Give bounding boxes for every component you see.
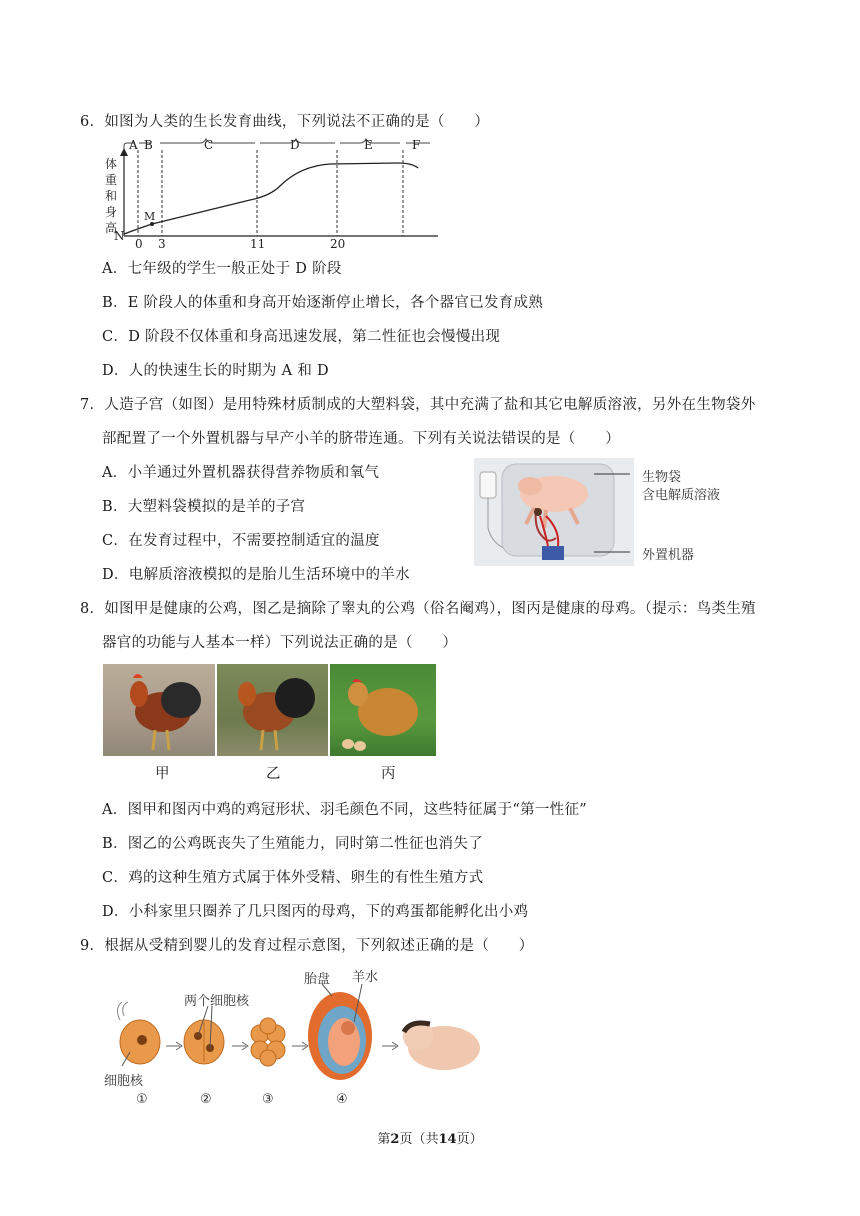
page-footer: 第2页（共14页） (377, 1132, 483, 1147)
rooster-photo-jia (103, 664, 215, 756)
artificial-womb-figure (474, 458, 744, 566)
q8-option-d: D．小科家里只圈养了几只图丙的母鸡，下的鸡蛋都能孵化出小鸡 (102, 904, 529, 920)
q9-stem: 9．根据从受精到婴儿的发育过程示意图，下列叙述正确的是（ ） (80, 938, 534, 954)
caption-yi: 乙 (266, 766, 281, 782)
step-3: ③ (262, 1092, 274, 1107)
q7-option-a: A．小羊通过外置机器获得营养物质和氧气 (102, 465, 380, 481)
stage-C: C (204, 138, 214, 152)
svg-text:高: 高 (105, 221, 118, 235)
q7-option-d: D．电解质溶液模拟的是胎儿生活环境中的羊水 (102, 567, 410, 583)
q8-option-b: B．图乙的公鸡既丧失了生殖能力，同时第二性征也消失了 (102, 836, 483, 852)
total-pages: 14 (438, 1132, 457, 1147)
step-1: ① (136, 1092, 148, 1107)
step-4: ④ (336, 1092, 348, 1107)
hen-photo-bing (330, 664, 436, 756)
step-2: ② (200, 1092, 212, 1107)
label-two-nuclei: 两个细胞核 (184, 994, 250, 1009)
svg-text:身: 身 (105, 205, 118, 219)
growth-curve-chart (100, 136, 445, 248)
label-placenta: 胎盘 (304, 972, 331, 987)
svg-text:重: 重 (105, 173, 118, 187)
caption-jia: 甲 (155, 766, 170, 782)
q8-option-a: A．图甲和图丙中鸡的鸡冠形状、羽毛颜色不同，这些特征属于“第一性征” (102, 802, 587, 818)
x-tick-20: 20 (330, 237, 346, 248)
x-tick-11: 11 (250, 237, 266, 248)
q8-stem-line1: 8．如图甲是健康的公鸡，图乙是摘除了睾丸的公鸡（俗名阉鸡），图丙是健康的母鸡。（提示：鸟类生殖 (80, 601, 756, 617)
q8-stem-line2: 器官的功能与人基本一样）下列说法正确的是（ ） (102, 635, 458, 651)
caption-bing: 丙 (381, 766, 396, 782)
x-tick-3: 3 (158, 237, 166, 248)
q6-stem: 6．如图为人类的生长发育曲线，下列说法不正确的是（ ） (80, 114, 490, 130)
stage-A: A (129, 138, 138, 152)
stage-D: D (290, 138, 300, 152)
q7-option-b: B．大塑料袋模拟的是羊的子宫 (102, 499, 306, 515)
q7-option-c: C．在发育过程中，不需要控制适宜的温度 (102, 533, 380, 549)
q7-stem-line1: 7．人造子宫（如图）是用特殊材质制成的大塑料袋，其中充满了盐和其它电解质溶液，另外在生物袋外 (80, 397, 756, 413)
stage-B: B (144, 138, 153, 152)
q6-option-c: C．D 阶段不仅体重和身高迅速发展，第二性征也会慢慢出现 (102, 329, 501, 345)
y-axis-label (105, 156, 117, 235)
fertilization-development-figure (100, 962, 490, 1112)
stage-F: F (412, 138, 421, 152)
svg-text:体: 体 (105, 157, 118, 171)
point-M-label: M (144, 210, 156, 223)
capon-photo-yi (217, 664, 328, 756)
label-cell-nucleus: 细胞核 (104, 1074, 144, 1089)
q6-option-a: A．七年级的学生一般正处于 D 阶段 (102, 261, 342, 277)
label-electrolyte: 含电解质溶液 (642, 488, 721, 503)
q7-stem-line2: 部配置了一个外置机器与早产小羊的脐带连通。下列有关说法错误的是（ ） (102, 431, 620, 447)
origin-label: N (114, 229, 125, 243)
q8-option-c: C．鸡的这种生殖方式属于体外受精、卵生的有性生殖方式 (102, 870, 484, 886)
x-tick-0: 0 (135, 237, 143, 248)
label-bio-bag: 生物袋 (642, 470, 682, 485)
svg-text:和: 和 (105, 189, 118, 203)
stage-E: E (364, 138, 373, 152)
q6-option-b: B．E 阶段人的体重和身高开始逐渐停止增长，各个器官已发育成熟 (102, 295, 544, 311)
label-external-machine: 外置机器 (642, 548, 695, 563)
q6-option-d: D．人的快速生长的时期为 A 和 D (102, 363, 329, 379)
growth-curve (124, 163, 418, 234)
label-amniotic-fluid: 羊水 (352, 970, 379, 985)
page-number: 2 (390, 1132, 400, 1147)
